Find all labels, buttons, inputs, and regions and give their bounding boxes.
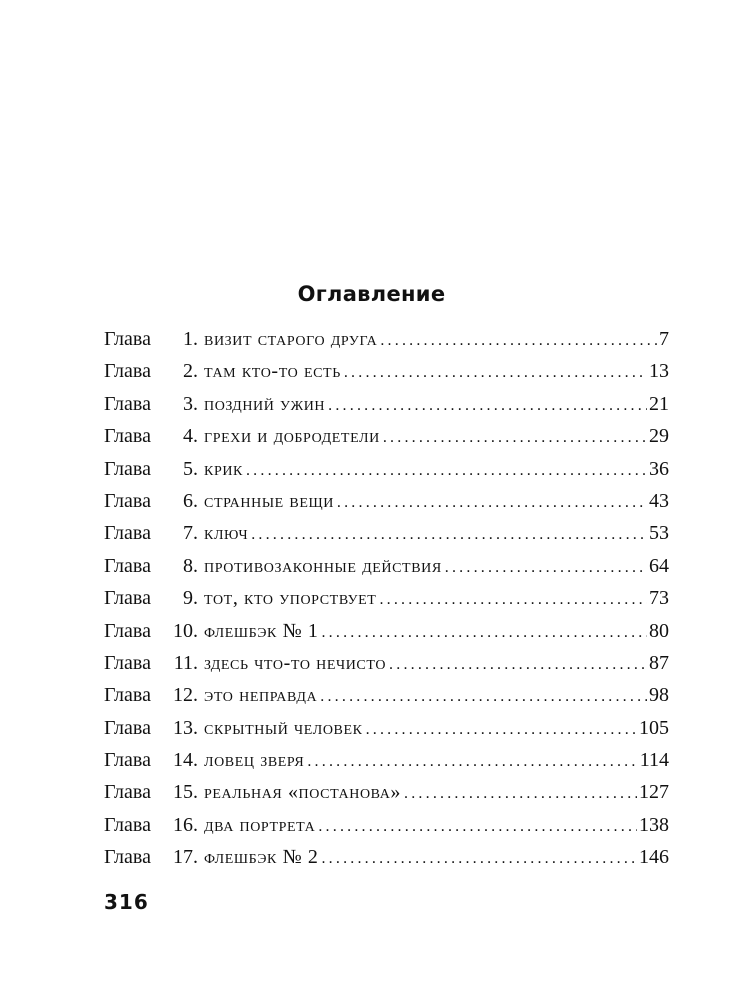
chapter-title: противозаконные действия — [204, 554, 442, 577]
dot-leader — [321, 625, 647, 641]
dot-leader — [404, 786, 637, 802]
chapter-title: здесь что-то нечисто — [204, 651, 387, 674]
toc-entry — [104, 684, 669, 716]
chapter-label: Глава — [104, 651, 151, 674]
chapter-label: Глава — [104, 716, 151, 739]
dot-leader — [307, 754, 637, 770]
chapter-number: 4. — [183, 425, 198, 448]
dot-leader — [246, 463, 647, 479]
dot-leader — [389, 657, 647, 673]
chapter-number: 15. — [173, 781, 198, 804]
chapter-title: это неправда — [204, 684, 318, 707]
toc-entry — [104, 717, 669, 749]
chapter-label: Глава — [104, 522, 151, 545]
chapter-page: 29 — [649, 425, 669, 448]
toc-entry — [104, 328, 669, 360]
dot-leader — [445, 560, 647, 576]
chapter-label: Глава — [104, 425, 151, 448]
chapter-label: Глава — [104, 554, 151, 577]
dot-leader — [379, 592, 647, 608]
chapter-number: 9. — [183, 587, 198, 610]
toc-entry — [104, 587, 669, 619]
chapter-page: 138 — [639, 813, 669, 836]
chapter-number: 1. — [183, 328, 198, 350]
chapter-page: 80 — [649, 619, 669, 642]
chapter-page: 146 — [639, 846, 669, 869]
toc-entry — [104, 846, 669, 878]
chapter-label: Глава — [104, 749, 151, 772]
page-title: Оглавление — [297, 282, 446, 306]
chapter-number: 16. — [173, 813, 198, 836]
chapter-title: тот, кто упорствует — [204, 587, 377, 610]
chapter-number: 3. — [183, 392, 198, 415]
toc-entry — [104, 490, 669, 522]
chapter-title: ловец зверя — [204, 749, 305, 772]
dot-leader — [383, 430, 647, 446]
toc-entry — [104, 555, 669, 587]
chapter-title: там кто-то есть — [204, 360, 341, 383]
chapter-page: 21 — [649, 392, 669, 415]
toc-entry — [104, 522, 669, 554]
chapter-number: 14. — [173, 749, 198, 772]
chapter-label: Глава — [104, 619, 151, 642]
chapter-number: 5. — [183, 457, 198, 480]
chapter-label: Глава — [104, 360, 151, 383]
chapter-label: Глава — [104, 392, 151, 415]
chapter-page: 98 — [649, 684, 669, 707]
chapter-page: 114 — [639, 749, 669, 772]
chapter-label: Глава — [104, 684, 151, 707]
toc-entry — [104, 425, 669, 457]
chapter-title: поздний ужин — [204, 392, 326, 415]
chapter-title: визит старого друга — [204, 328, 378, 350]
chapter-number: 10. — [173, 619, 198, 642]
chapter-title: реальная «постанова» — [204, 781, 402, 804]
toc-entry — [104, 360, 669, 392]
chapter-label: Глава — [104, 813, 151, 836]
chapter-number: 6. — [183, 489, 198, 512]
chapter-label: Глава — [104, 489, 151, 512]
chapter-number: 11. — [173, 651, 198, 674]
toc-entry — [104, 620, 669, 652]
chapter-page: 7 — [659, 328, 669, 350]
chapter-page: 53 — [649, 522, 669, 545]
chapter-label: Глава — [104, 587, 151, 610]
chapter-title: скрытный человек — [204, 716, 363, 739]
dot-leader — [344, 365, 647, 381]
dot-leader — [380, 333, 657, 349]
chapter-page: 64 — [649, 554, 669, 577]
chapter-number: 13. — [173, 716, 198, 739]
chapter-page: 127 — [639, 781, 669, 804]
dot-leader — [321, 851, 637, 867]
table-of-contents — [104, 328, 669, 879]
chapter-title: флешбэк № 1 — [204, 619, 319, 642]
dot-leader — [320, 689, 647, 705]
chapter-label: Глава — [104, 457, 151, 480]
chapter-number: 12. — [173, 684, 198, 707]
chapter-number: 17. — [173, 846, 198, 869]
dot-leader — [337, 495, 647, 511]
chapter-title: крик — [204, 457, 243, 480]
chapter-page: 87 — [649, 651, 669, 674]
chapter-page: 73 — [649, 587, 669, 610]
dot-leader — [318, 819, 637, 835]
chapter-title: два портрета — [204, 813, 316, 836]
chapter-page: 105 — [639, 716, 669, 739]
chapter-title: странные вещи — [204, 489, 334, 512]
page-number: 316 — [104, 890, 149, 914]
toc-entry — [104, 458, 669, 490]
toc-entry — [104, 393, 669, 425]
chapter-page: 43 — [649, 489, 669, 512]
chapter-number: 2. — [183, 360, 198, 383]
chapter-page: 13 — [649, 360, 669, 383]
chapter-label: Глава — [104, 846, 151, 869]
chapter-number: 8. — [183, 554, 198, 577]
toc-entry — [104, 781, 669, 813]
chapter-label: Глава — [104, 781, 151, 804]
chapter-title: ключ — [204, 522, 249, 545]
chapter-title: флешбэк № 2 — [204, 846, 319, 869]
toc-entry — [104, 652, 669, 684]
dot-leader — [328, 398, 647, 414]
dot-leader — [251, 527, 647, 543]
toc-entry — [104, 749, 669, 781]
dot-leader — [366, 722, 637, 738]
chapter-title: грехи и добродетели — [204, 425, 380, 448]
chapter-page: 36 — [649, 457, 669, 480]
toc-entry — [104, 814, 669, 846]
chapter-label: Глава — [104, 328, 151, 350]
chapter-number: 7. — [183, 522, 198, 545]
